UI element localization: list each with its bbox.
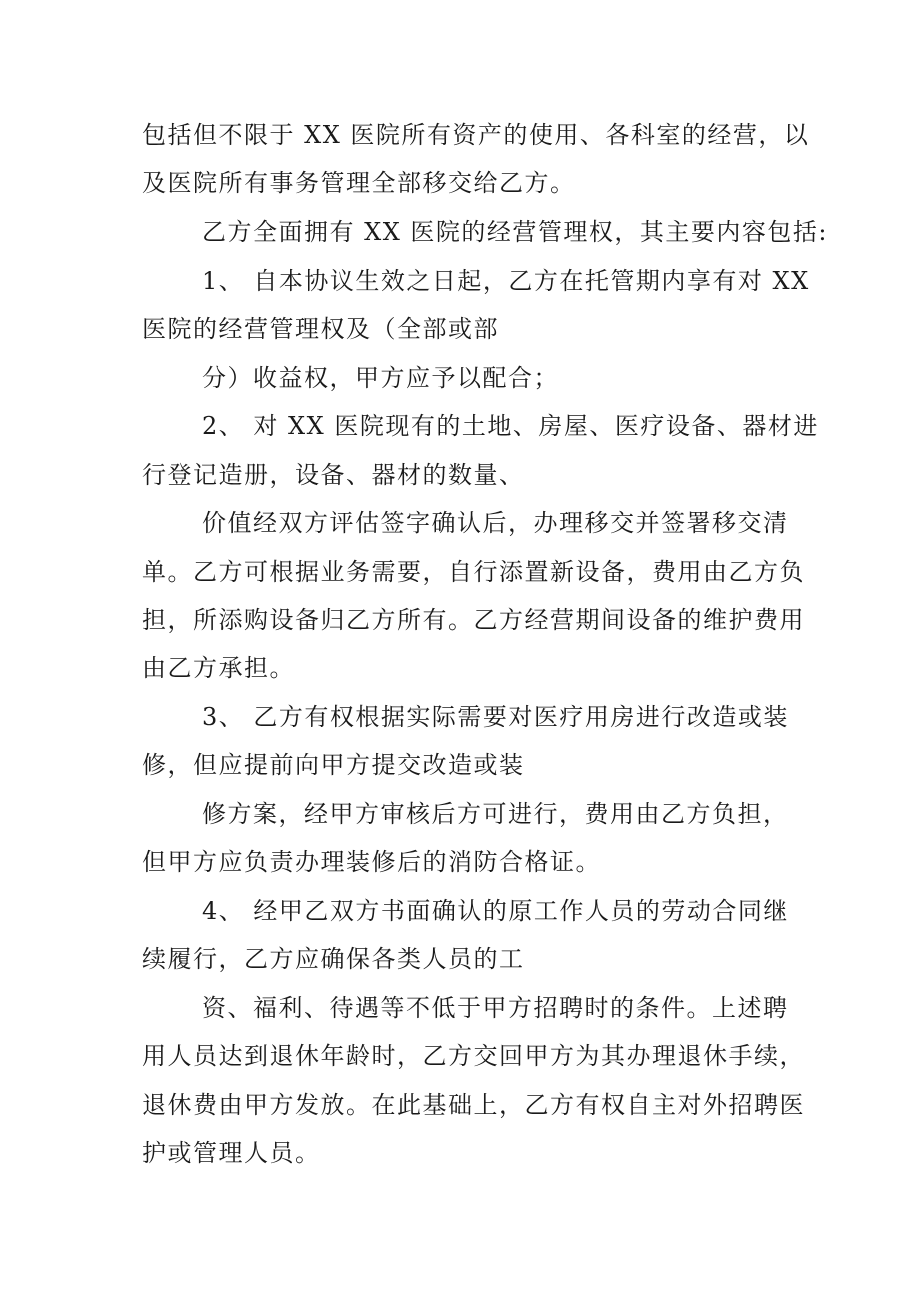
text-line: 退休费由甲方发放。在此基础上，乙方有权自主对外招聘医 xyxy=(142,1091,805,1119)
text-line: 但甲方应负责办理装修后的消防合格证。 xyxy=(142,848,601,876)
text-line: 医院的经营管理权及（全部或部 xyxy=(142,315,499,343)
text-line: 1、 自本协议生效之日起，乙方在托管期内享有对 XX xyxy=(202,267,810,295)
text-line: 3、 乙方有权根据实际需要对医疗用房进行改造或装 xyxy=(202,703,789,731)
text-line: 2、 对 XX 医院现有的土地、房屋、医疗设备、器材进 xyxy=(202,412,819,440)
text-line: 担，所添购设备归乙方所有。乙方经营期间设备的维护费用 xyxy=(142,606,805,634)
text-line: 用人员达到退休年龄时，乙方交回甲方为其办理退休手续， xyxy=(142,1042,805,1070)
text-line: 价值经双方评估签字确认后，办理移交并签署移交清 xyxy=(202,509,789,537)
text-line: 分）收益权，甲方应予以配合； xyxy=(202,364,559,392)
text-line: 由乙方承担。 xyxy=(142,654,295,682)
text-line: 修方案，经甲方审核后方可进行，费用由乙方负担， xyxy=(202,800,789,828)
text-line: 资、福利、待遇等不低于甲方招聘时的条件。上述聘 xyxy=(202,994,789,1022)
text-line: 续履行，乙方应确保各类人员的工 xyxy=(142,945,525,973)
text-line: 包括但不限于 XX 医院所有资产的使用、各科室的经营，以 xyxy=(142,121,810,149)
text-line: 护或管理人员。 xyxy=(142,1139,321,1167)
text-line: 行登记造册，设备、器材的数量、 xyxy=(142,461,525,489)
text-line: 修，但应提前向甲方提交改造或装 xyxy=(142,751,525,779)
text-line: 乙方全面拥有 XX 医院的经营管理权，其主要内容包括: xyxy=(202,218,829,246)
text-line: 4、 经甲乙双方书面确认的原工作人员的劳动合同继 xyxy=(202,897,789,925)
text-line: 及医院所有事务管理全部移交给乙方。 xyxy=(142,169,576,197)
text-line: 单。乙方可根据业务需要，自行添置新设备，费用由乙方负 xyxy=(142,558,805,586)
